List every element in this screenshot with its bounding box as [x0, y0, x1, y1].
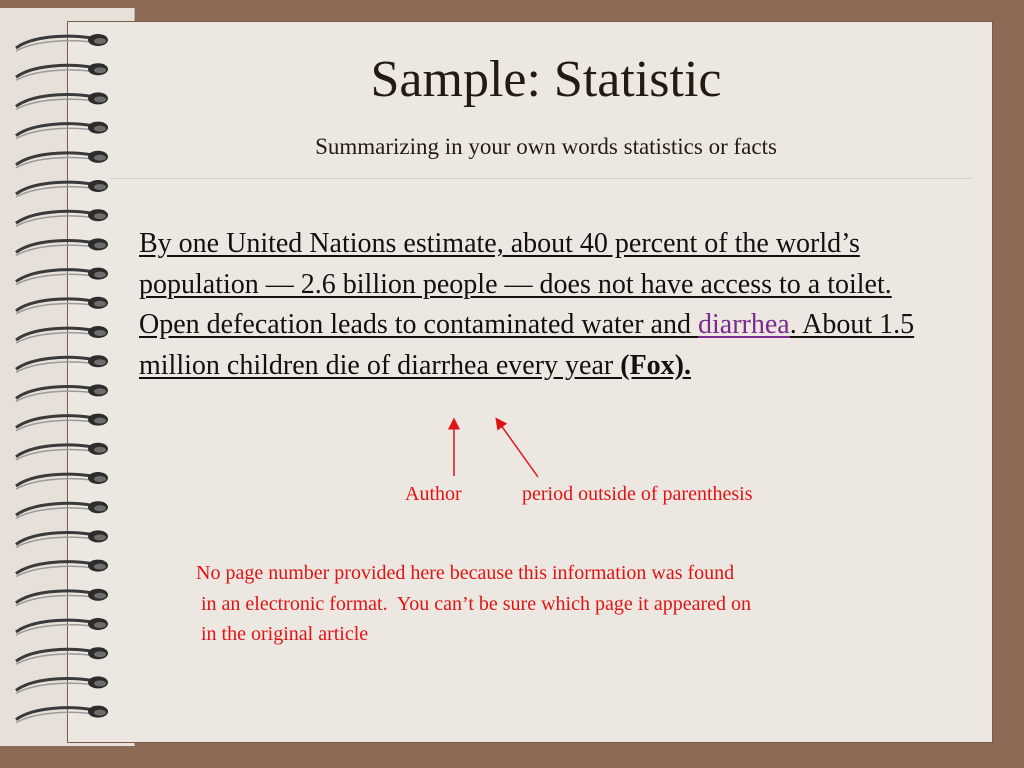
page-title: Sample: Statistic: [370, 51, 722, 108]
page-subtitle: Summarizing in your own words statistics or facts: [315, 134, 777, 159]
page-number-note: [196, 558, 956, 650]
quote-text-part1: By one United Nations estimate, about 40 percent of the world’s population — 2.6 billion people — does not have access to a toilet. Open defecation leads to contaminated water and: [139, 228, 892, 340]
note-line-2: in an electronic format. You can’t be sure which page it appeared on: [196, 592, 751, 615]
author-annotation: Author: [405, 483, 462, 505]
citation: (Fox).: [620, 349, 692, 381]
quote-text-part2: . About 1.5 million children die of diarrhea every year: [139, 309, 915, 381]
diarrhea-link[interactable]: diarrhea: [698, 309, 790, 340]
note-line-1: No page number provided here because this information was found: [196, 562, 735, 584]
period-annotation: period outside of parenthesis: [522, 483, 753, 505]
note-line-3: in the original article: [196, 623, 369, 645]
arrow-up-icon: [498, 421, 538, 477]
